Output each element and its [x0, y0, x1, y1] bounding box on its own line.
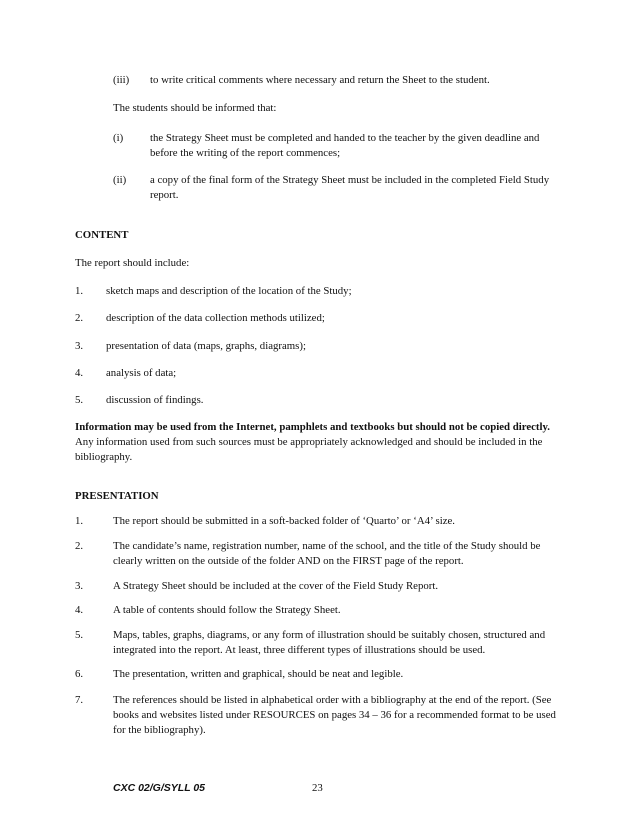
page-number: 23 [312, 782, 323, 794]
presentation-item-number: 3. [75, 580, 84, 592]
item-iii-text: to write critical comments where necessary and return the Sheet to the student. [150, 74, 490, 86]
presentation-item-number: 1. [75, 515, 84, 527]
content-heading: CONTENT [75, 229, 129, 241]
item-i-line2: before the writing of the report commences; [150, 147, 341, 159]
presentation-item-line: The references should be listed in alphabetical order with a bibliography at the end of the report. (See [113, 694, 552, 706]
item-ii-number: (ii) [113, 174, 127, 186]
presentation-item-line: for the bibliography). [113, 724, 206, 736]
presentation-item-line: integrated into the report. At least, three different types of illustrations should be used. [113, 644, 486, 656]
presentation-item-line: The candidate’s name, registration number, name of the school, and the title of the Study should be [113, 540, 541, 552]
syllabus-code: CXC 02/G/SYLL 05 [113, 782, 206, 794]
content-note-line2: Any information used from such sources must be appropriately acknowledged and should be included in the [75, 436, 543, 448]
students-informed-text: The students should be informed that: [113, 102, 277, 114]
content-note-line3: bibliography. [75, 451, 133, 463]
presentation-item-number: 6. [75, 668, 84, 680]
content-item-number: 3. [75, 340, 84, 352]
presentation-item-line: A Strategy Sheet should be included at the cover of the Field Study Report. [113, 580, 439, 592]
presentation-item-line: clearly written on the outside of the folder AND on the FIRST page of the report. [113, 555, 464, 567]
presentation-heading: PRESENTATION [75, 490, 159, 502]
content-item-text: analysis of data; [106, 367, 177, 379]
item-ii-line1: a copy of the final form of the Strategy Sheet must be included in the completed Field Study [150, 174, 550, 186]
content-item-text: sketch maps and description of the location of the Study; [106, 285, 352, 297]
item-ii-line2: report. [150, 189, 179, 201]
presentation-item-line: A table of contents should follow the Strategy Sheet. [113, 604, 341, 616]
content-item-number: 2. [75, 312, 84, 324]
presentation-item-number: 4. [75, 604, 84, 616]
presentation-item-number: 5. [75, 629, 84, 641]
presentation-item-line: The report should be submitted in a soft-backed folder of ‘Quarto’ or ‘A4’ size. [113, 515, 455, 527]
item-iii-number: (iii) [113, 74, 130, 86]
presentation-item-number: 2. [75, 540, 84, 552]
presentation-item-number: 7. [75, 694, 84, 706]
content-item-number: 4. [75, 367, 84, 379]
content-note-bold: Information may be used from the Internet, pamphlets and textbooks but should not be copied directly. [75, 421, 550, 433]
content-item-number: 5. [75, 394, 84, 406]
item-i-line1: the Strategy Sheet must be completed and handed to the teacher by the given deadline and [150, 132, 540, 144]
content-item-text: discussion of findings. [106, 394, 204, 406]
presentation-item-line: books and websites listed under RESOURCES on pages 34 – 36 for a recommended format to be used [113, 709, 556, 721]
content-item-text: description of the data collection methods utilized; [106, 312, 325, 324]
content-item-number: 1. [75, 285, 84, 297]
content-intro: The report should include: [75, 257, 190, 269]
presentation-item-line: The presentation, written and graphical, should be neat and legible. [113, 668, 404, 680]
presentation-item-line: Maps, tables, graphs, diagrams, or any form of illustration should be suitably chosen, structured and [113, 629, 546, 641]
item-i-number: (i) [113, 132, 124, 144]
content-item-text: presentation of data (maps, graphs, diagrams); [106, 340, 306, 352]
